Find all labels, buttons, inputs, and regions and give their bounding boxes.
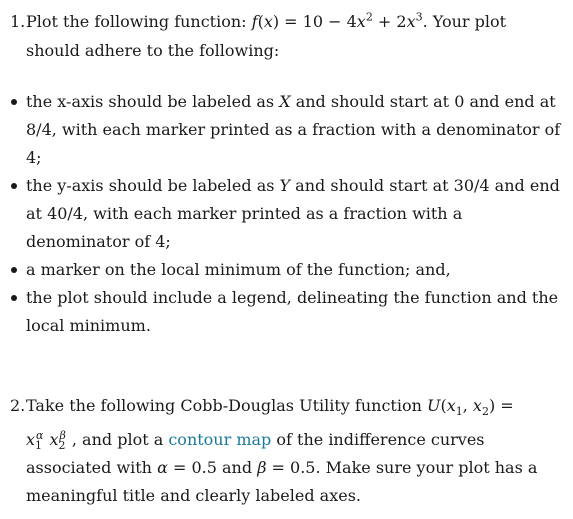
q1-var-x: x [263, 12, 273, 31]
contour-map-link[interactable]: contour map [168, 430, 272, 449]
q1-line-1-text [26, 12, 506, 32]
q1-number: 1. [10, 12, 26, 31]
b1-pre: the x-axis should be labeled as [26, 92, 280, 111]
q1-line-2-text: should adhere to the following: [26, 41, 280, 60]
bullet-icon [11, 99, 17, 105]
q2-beta-val: = 0.5 [266, 458, 316, 477]
bullet-icon [11, 183, 17, 189]
b2-l3: denominator of 4; [26, 232, 171, 251]
b2-l2-pre: at [26, 204, 48, 223]
q2-l3-post: . Make sure your plot has a [315, 458, 538, 477]
q2-l4: meaningful title and clearly labeled axes. [26, 486, 361, 505]
b2-mid: and should start at [290, 176, 454, 195]
b2-val: 30/4 [453, 176, 490, 195]
b1-val: 0 [454, 92, 465, 111]
q2-l3-and: and [216, 458, 258, 477]
bullet-1-line-1-text [26, 92, 556, 112]
q2-l2-pre: , and plot a [71, 430, 169, 449]
bullet-2-line-1-text [26, 176, 560, 196]
q2-utility: U [426, 396, 441, 415]
b4-l2: local minimum. [26, 316, 151, 335]
q2-line-2-text [26, 428, 485, 453]
b2-l2-post: , with each marker printed as a fraction with a [83, 204, 463, 223]
q2-alpha: α [157, 458, 168, 477]
b4-l1: the plot should include a legend, delineating the function and the [26, 288, 559, 307]
q1-paren-open: ( [257, 12, 264, 31]
q1-rhs: = $10 - 4x^2 + 2x^3$ [279, 10, 423, 31]
q2-utility-args: ($x_1$, $x_2$) = [440, 396, 514, 419]
q2-alpha-val: = 0.5 [167, 458, 217, 477]
b2-l2-val: 40/4 [47, 204, 83, 223]
q2-beta: β [257, 458, 267, 477]
q2-line-1-text [26, 396, 514, 419]
q2-l1: Take the following Cobb-Douglas Utility function [26, 396, 427, 415]
b1-l2-post: , with each marker printed as a fraction with a denominator of [51, 120, 561, 139]
bullet-icon [11, 267, 17, 273]
b1-post: and end at [464, 92, 556, 111]
b1-var: X [279, 92, 291, 111]
b2-post: and end [489, 176, 560, 195]
q2-number: 2. [10, 396, 26, 415]
q2-l3-pre: associated with [26, 458, 158, 477]
b1-l3: 4; [26, 148, 42, 167]
q2-l2-post: of the indifference curves [271, 430, 485, 449]
q1-suffix: . Your plot [422, 12, 507, 31]
q2-line-3-text [26, 458, 537, 478]
b3-l1: a marker on the local minimum of the function; and, [26, 260, 451, 279]
bullet-icon [11, 295, 17, 301]
q1-paren-close: ) [272, 12, 280, 31]
q2-cobb-douglas: $x_1^\alpha$ $x_2^\beta$ [26, 428, 66, 453]
q1-function-lhs: f [251, 12, 258, 31]
bullet-2-line-2-text [26, 204, 462, 224]
q1-prefix: Plot the following function: [26, 12, 252, 31]
bullet-1-line-2-text [26, 120, 560, 140]
b1-mid: and should start at [290, 92, 455, 111]
b1-l2-val: 8/4 [26, 120, 52, 139]
b2-var: Y [279, 176, 291, 195]
b2-pre: the y-axis should be labeled as [26, 176, 280, 195]
